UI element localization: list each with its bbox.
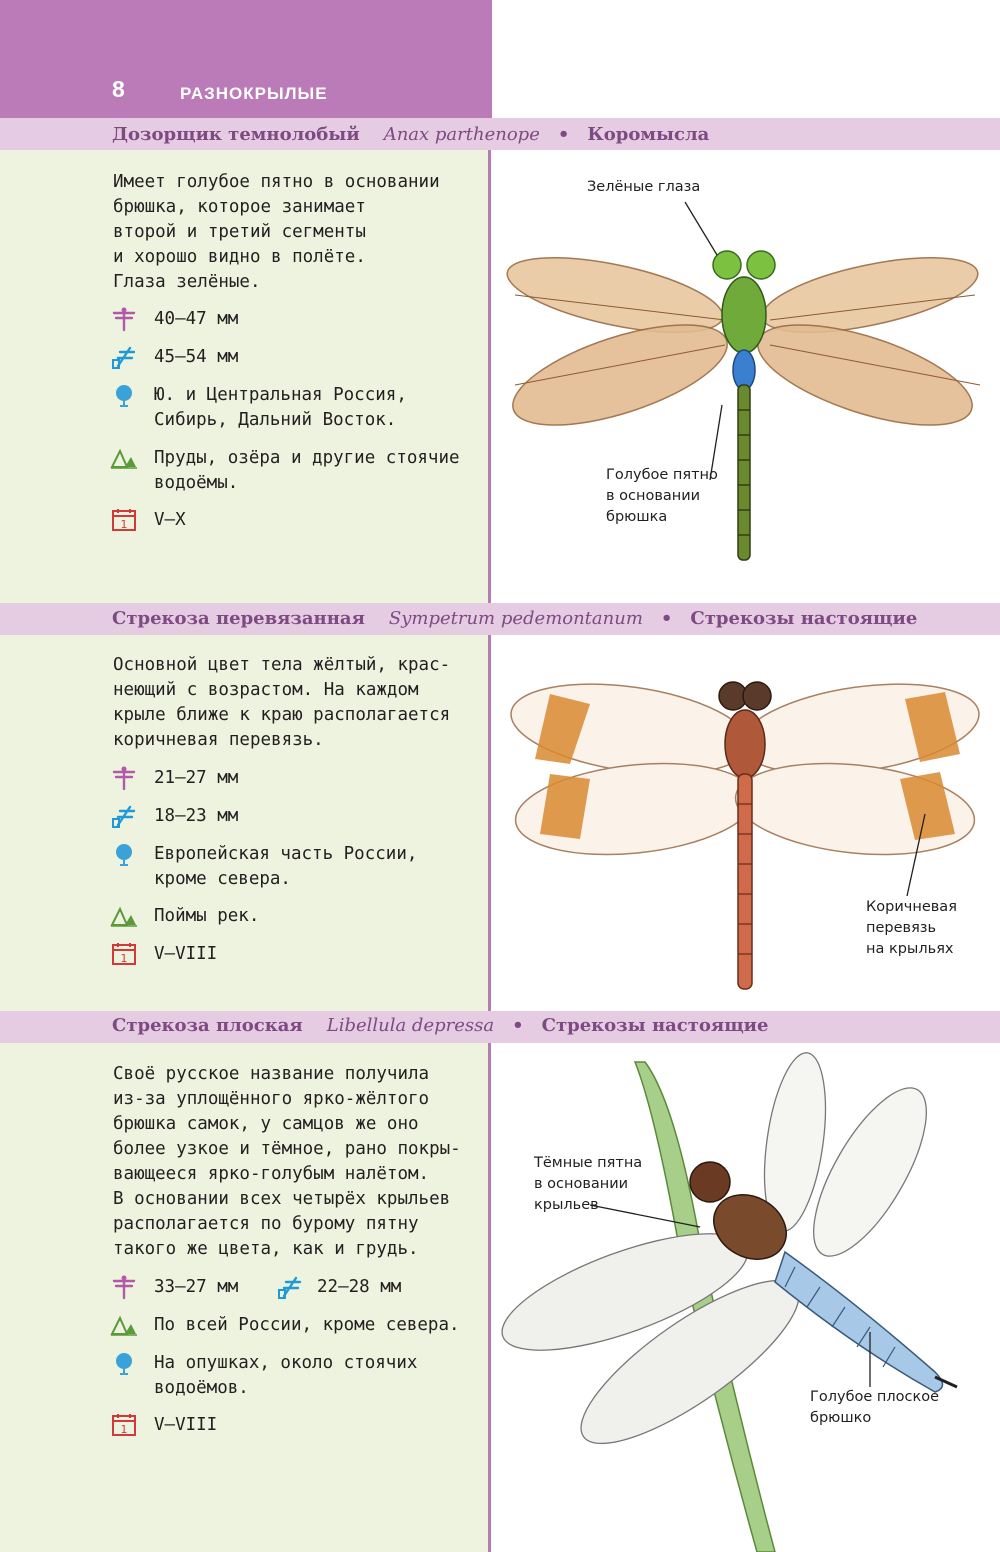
female-size-icon: [110, 1274, 138, 1300]
calendar-icon: [110, 1412, 138, 1438]
range-text: Европейская часть России, кроме севера.: [154, 844, 418, 889]
habitat-text: По всей России, кроме севера.: [154, 1315, 460, 1335]
male-size-icon: [276, 1274, 304, 1300]
female-size-icon: [110, 765, 138, 791]
female-size: 33–27 мм: [154, 1277, 239, 1297]
dragonfly-illustration-anax: [495, 150, 1000, 603]
species-name: Стрекоза перевязанная: [112, 608, 365, 629]
female-size: 40–47 мм: [154, 309, 239, 329]
callout-green-eyes: Зелёные глаза: [587, 179, 701, 195]
species-latin-name: Libellula depressa: [326, 1015, 495, 1036]
flight-months: V–X: [154, 510, 186, 530]
female-size-icon: [110, 306, 138, 332]
habitat-text: Пруды, озёра и другие стоячие водоёмы.: [154, 448, 460, 493]
male-size: 45–54 мм: [154, 347, 239, 367]
column-divider: [488, 118, 491, 1552]
male-size: 18–23 мм: [154, 806, 239, 826]
species-heading-3: [112, 1015, 768, 1036]
habitat-icon: [110, 1312, 138, 1338]
globe-icon: [110, 382, 138, 408]
species-name: Дозорщик темнолобый: [112, 124, 360, 145]
male-size-icon: [110, 803, 138, 829]
species-family: Стрекозы настоящие: [541, 1015, 769, 1036]
globe-icon: [110, 1350, 138, 1376]
callout-blue-abdomen: Голубое плоское брюшко: [810, 1389, 940, 1426]
calendar-icon: [110, 941, 138, 967]
flight-months: V–VIII: [154, 1415, 218, 1435]
range-text: На опушках, около стоячих водоёмов.: [154, 1353, 418, 1398]
species-heading-2: [112, 608, 917, 629]
species-family: Коромысла: [587, 124, 710, 145]
species-description: Имеет голубое пятно в основании брюшка, которое занимает второй и третий сегменты и хорошо видно в полёте. Глаза зелёные.: [113, 172, 440, 292]
habitat-icon: [110, 445, 138, 471]
species-description: Основной цвет тела жёлтый, крас- неющий с возрастом. На каждом крыле ближе к краю располагается коричневая перевязь.: [113, 655, 451, 750]
bullet-separator: •: [512, 1015, 524, 1036]
dragonfly-illustration-libellula: [495, 1042, 1000, 1552]
species-latin-name: Anax parthenope: [383, 124, 540, 145]
male-size: 22–28 мм: [317, 1277, 402, 1297]
calendar-icon: [110, 507, 138, 533]
page-number: 8: [112, 76, 125, 102]
male-size-icon: [110, 344, 138, 370]
habitat-text: Поймы рек.: [154, 906, 260, 926]
species-family: Стрекозы настоящие: [690, 608, 918, 629]
species-name: Стрекоза плоская: [112, 1015, 303, 1036]
bullet-separator: •: [557, 124, 570, 145]
range-text: Ю. и Центральная Россия, Сибирь, Дальний Восток.: [154, 385, 407, 430]
female-size: 21–27 мм: [154, 768, 239, 788]
species-heading-1: [112, 124, 709, 145]
flight-months: V–VIII: [154, 944, 218, 964]
species-latin-name: Sympetrum pedemontanum: [388, 608, 643, 629]
species-description: Своё русское название получила из-за уплощённого ярко-жёлтого брюшка самок, у самцов же оно более узкое и тёмное, рано покры- вающееся ярко-голубым налётом. В основании всех четырёх крыльев располагается по бурому пятну такого же цвета, как и грудь.: [113, 1064, 461, 1259]
globe-icon: [110, 841, 138, 867]
callout-dark-spots: Тёмные пятна в основании крыльев: [534, 1155, 643, 1213]
chapter-title: РАЗНОКРЫЛЫЕ: [180, 84, 328, 103]
callout-brown-band: Коричневая перевязь на крыльях: [866, 899, 957, 957]
callout-blue-spot: Голубое пятно в основании брюшка: [606, 467, 718, 525]
habitat-icon: [110, 903, 138, 929]
bullet-separator: •: [660, 608, 673, 629]
